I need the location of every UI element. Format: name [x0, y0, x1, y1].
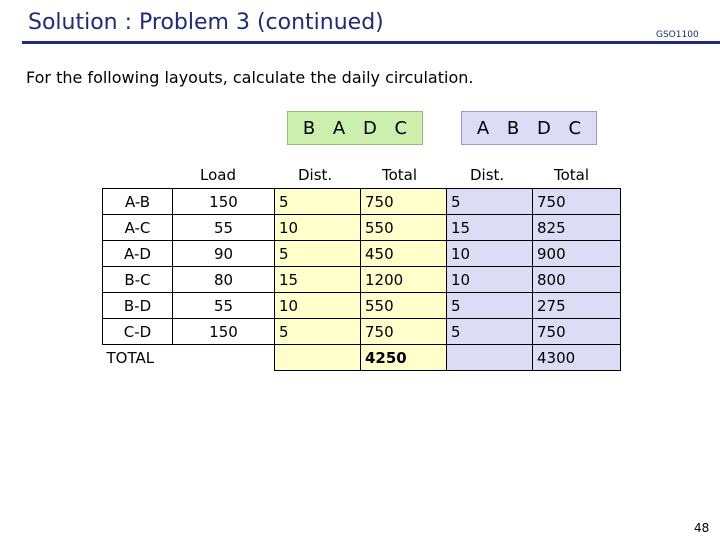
grand-total-2-cell: 4300	[533, 345, 621, 371]
load-cell: 150	[173, 319, 275, 345]
layout-2-cell: D	[536, 117, 551, 139]
dist-2-cell: 10	[447, 267, 533, 293]
col-header-total-1: Total	[382, 166, 418, 184]
layout-1-cell: B	[302, 117, 316, 139]
table-row	[103, 267, 621, 293]
circulation-table	[102, 188, 621, 371]
layout-1-box	[287, 111, 423, 145]
pair-cell: A-D	[103, 241, 173, 267]
total-2-cell: 750	[533, 319, 621, 345]
table-row	[103, 215, 621, 241]
total-1-cell: 750	[361, 319, 447, 345]
total-1-cell: 750	[361, 189, 447, 215]
layout-1-cell: D	[362, 117, 377, 139]
total-dist-2-cell	[447, 345, 533, 371]
title-rule	[22, 41, 720, 44]
load-cell: 90	[173, 241, 275, 267]
total-row	[103, 345, 621, 371]
layout-2-cell: A	[476, 117, 490, 139]
total-1-cell: 550	[361, 293, 447, 319]
layout-2-cell: C	[568, 117, 582, 139]
table-row	[103, 319, 621, 345]
dist-1-cell: 5	[275, 319, 361, 345]
col-header-total-2: Total	[554, 166, 590, 184]
pair-cell: A-C	[103, 215, 173, 241]
dist-1-cell: 5	[275, 241, 361, 267]
table-row	[103, 189, 621, 215]
layout-2-box	[461, 111, 597, 145]
dist-1-cell: 10	[275, 215, 361, 241]
table-row	[103, 293, 621, 319]
dist-2-cell: 5	[447, 189, 533, 215]
table-row	[103, 241, 621, 267]
total-dist-1-cell	[275, 345, 361, 371]
dist-1-cell: 15	[275, 267, 361, 293]
dist-2-cell: 15	[447, 215, 533, 241]
load-cell: 80	[173, 267, 275, 293]
total-1-cell: 450	[361, 241, 447, 267]
total-1-cell: 1200	[361, 267, 447, 293]
grand-total-1-cell: 4250	[361, 345, 447, 371]
col-header-dist-2: Dist.	[470, 166, 505, 184]
intro-text: For the following layouts, calculate the daily circulation.	[26, 68, 474, 87]
total-1-cell: 550	[361, 215, 447, 241]
total-2-cell: 900	[533, 241, 621, 267]
dist-2-cell: 5	[447, 293, 533, 319]
pair-cell: B-D	[103, 293, 173, 319]
total-2-cell: 825	[533, 215, 621, 241]
total-2-cell: 750	[533, 189, 621, 215]
pair-cell: A-B	[103, 189, 173, 215]
load-cell: 55	[173, 293, 275, 319]
total-2-cell: 275	[533, 293, 621, 319]
load-cell: 55	[173, 215, 275, 241]
load-cell: 150	[173, 189, 275, 215]
col-header-load: Load	[200, 166, 236, 184]
slide-title: Solution : Problem 3 (continued)	[28, 10, 384, 35]
dist-1-cell: 5	[275, 189, 361, 215]
total-label: TOTAL	[106, 348, 155, 367]
dist-2-cell: 5	[447, 319, 533, 345]
total-2-cell: 800	[533, 267, 621, 293]
layout-2-cell: B	[506, 117, 520, 139]
total-load-cell	[173, 345, 275, 371]
dist-2-cell: 10	[447, 241, 533, 267]
pair-cell: C-D	[103, 319, 173, 345]
layout-1-cell: A	[332, 117, 346, 139]
course-code: GSO1100	[656, 30, 699, 40]
dist-1-cell: 10	[275, 293, 361, 319]
col-header-dist-1: Dist.	[298, 166, 333, 184]
pair-cell: B-C	[103, 267, 173, 293]
layout-1-cell: C	[394, 117, 408, 139]
page-number: 48	[694, 521, 710, 535]
